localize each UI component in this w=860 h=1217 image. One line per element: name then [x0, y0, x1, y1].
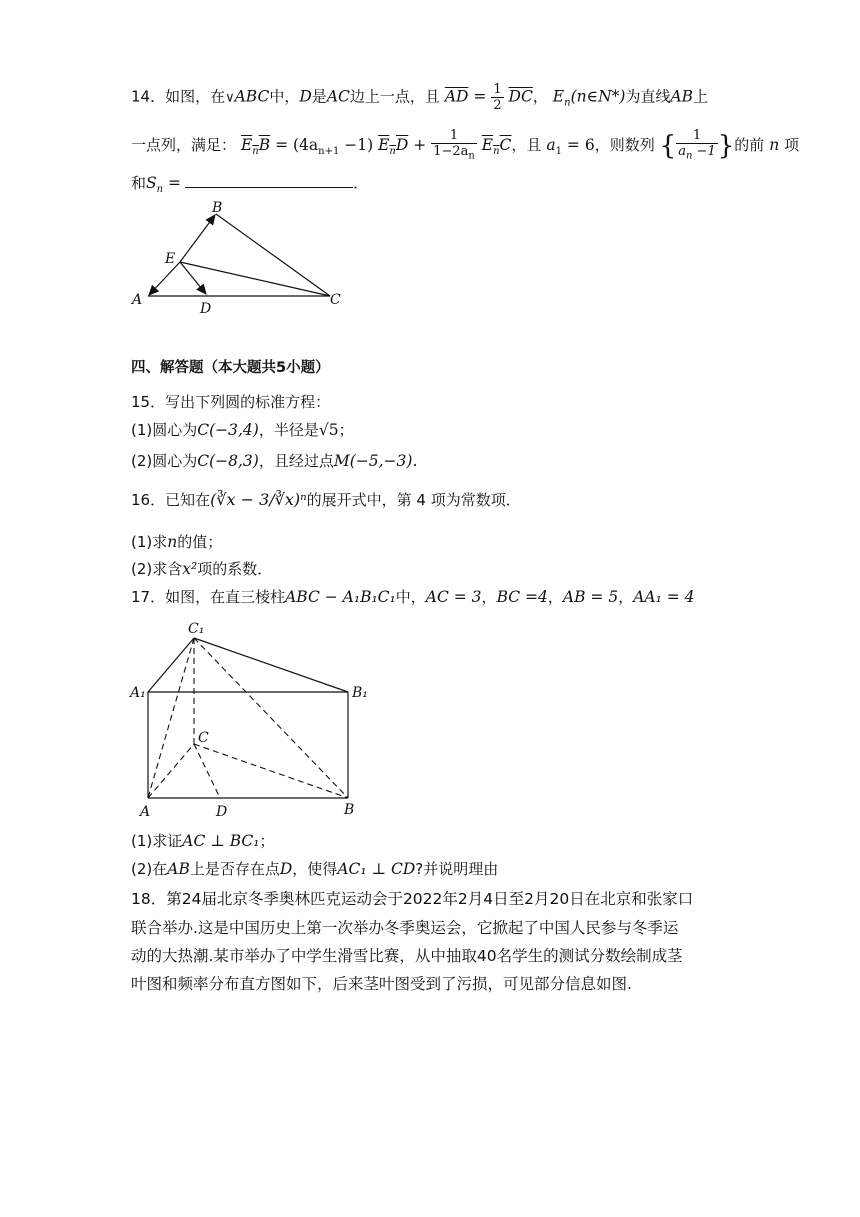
period: . [412, 452, 418, 470]
q14-triangle-figure [128, 198, 358, 318]
condition-ac: AC = 3 [425, 588, 482, 606]
q14-text: 边上一点，且 [349, 87, 440, 106]
q15-title: 15．写出下列圆的标准方程： [131, 393, 331, 411]
q17-stem [131, 585, 695, 609]
a1-value: = 6 [562, 135, 595, 154]
denominator-text: a [678, 144, 686, 159]
q15-text: ； [338, 421, 354, 439]
answer-blank[interactable] [185, 173, 353, 188]
section-heading: 四、解答题（本大题共5小题） [131, 360, 330, 376]
q18-line3: 动的大热潮.某市举办了中学生滑雪比赛，从中抽取40名学生的测试分数绘制成茎 [131, 947, 683, 965]
q15-text: ，且经过点 [258, 452, 334, 470]
q14-text: 一点列，满足： [131, 135, 237, 154]
separator: ， [481, 588, 497, 606]
label-d: D [216, 804, 228, 820]
q17-prism-figure [128, 618, 378, 823]
q17-part1 [131, 829, 275, 853]
n-symbol: n [167, 533, 178, 551]
denominator-text: 1−2a [433, 144, 469, 159]
q17-text: ?并说明理由 [415, 860, 499, 878]
q15-text: (1)圆心为 [131, 421, 198, 439]
point-en: E [552, 87, 565, 106]
edge-a1c1 [148, 638, 194, 692]
fraction-denominator: $1-2a_n$ [433, 144, 475, 162]
label-c: C [330, 292, 341, 308]
label-c1: C₁ [188, 621, 205, 637]
vector-eb-arrow [180, 215, 215, 262]
q16-stem [131, 488, 521, 512]
center-point: C(−8,3) [197, 452, 259, 470]
separator: ， [618, 588, 634, 606]
vector-label: E [240, 135, 253, 154]
fraction-numerator: 1 [431, 128, 477, 144]
line-ab: AB [670, 87, 694, 106]
brace-left: { [659, 130, 677, 161]
vector-ad: $\overline{AD}$ [444, 87, 469, 106]
triangle-name: ABC [234, 87, 270, 106]
sn-symbol: S [146, 174, 157, 192]
q15-part1 [131, 418, 354, 442]
q14-text: ， [532, 87, 548, 106]
q16-text: 的展开式中，第 4 项为常数项． [306, 491, 521, 509]
segment-ac: AC [326, 87, 350, 106]
q14-text: 是 [311, 87, 327, 106]
q16-part2 [131, 557, 272, 581]
q16-text: 项的系数． [197, 560, 273, 578]
x-squared: x² [182, 560, 198, 578]
condition-bc: BC =4 [496, 588, 548, 606]
q17-text: ； [259, 832, 275, 850]
n-condition: (n∈N*) [570, 87, 626, 106]
fraction-coef [431, 128, 477, 164]
fraction-half [491, 82, 503, 113]
label-e: E [165, 251, 176, 267]
vector-label: E [481, 135, 494, 154]
period: ． [353, 174, 369, 192]
q15-text: (2)圆心为 [131, 452, 198, 470]
q14-line2: 一点列，满足： $E_nB = (4a_{n+1} -1) E_nD$ + $\frac{1}{1-2a_n}$ $E_nC$，且 $a_1 = 6$，则数列 { $\frac{1}{a_n -1}$ }的前 n 项 [131, 128, 800, 162]
center-point: C(−3,4) [197, 421, 259, 439]
q15-part2 [131, 449, 417, 473]
label-c: C [198, 730, 209, 746]
fraction-seq [676, 128, 718, 164]
perpendicular-expr: AC₁ ⊥ CD [337, 860, 416, 878]
q18-line1: 18．第24届北京冬季奥林匹克运动会于2022年2月4日至2月20日在北京和张家口 [131, 890, 694, 908]
fraction-numerator: 1 [676, 128, 718, 144]
perpendicular-expr: AC ⊥ BC₁ [182, 832, 260, 850]
equals-sign: = [163, 174, 182, 192]
q17-text: 中， [395, 588, 426, 606]
q14-text: 和 [131, 174, 147, 192]
q14-text: 为直线 [625, 87, 671, 106]
vector-enb: $E_nB$ [240, 135, 271, 157]
triangle-symbol: ∨ [225, 90, 235, 106]
q14-line1: 14．如图，在∨ABC中，D是AC边上一点，且 $\overline{AD}$ = $\frac{1}{2}$ $\overline{DC}$， $E_n(n\in N*)$为直线AB上 [131, 82, 709, 113]
point-d: D [279, 860, 293, 878]
radius-value: √5 [318, 421, 339, 439]
q16-text: (1)求 [131, 533, 168, 551]
brace-right: } [717, 130, 735, 161]
fraction-numerator: 1 [493, 82, 502, 97]
point-d: D [299, 87, 312, 106]
condition-aa1: AA₁ = 4 [633, 588, 695, 606]
q18-line4: 叶图和频率分布直方图如下，后来茎叶图受到了污损，可见部分信息如图. [131, 975, 632, 993]
label-a1: A₁ [130, 685, 146, 701]
edge-ac1 [148, 638, 194, 798]
edge-c1b1 [194, 638, 348, 692]
q14-text: ，则数列 [594, 135, 655, 154]
q14-text: 中， [269, 87, 300, 106]
q18-line2: 联合举办.这是中国历史上第一次举办冬季奥运会，它掀起了中国人民参与冬季运 [131, 919, 679, 937]
edge-bc1 [194, 638, 348, 798]
fraction-denominator: 2 [493, 98, 502, 113]
plus-sign: + [413, 135, 427, 154]
label-b: B [212, 200, 223, 216]
q14-text: 项 [784, 135, 800, 154]
q17-text: (1)求证 [131, 832, 183, 850]
q17-text: ，使得 [292, 860, 338, 878]
n-symbol: n [769, 135, 780, 154]
condition-ab: AB = 5 [562, 588, 619, 606]
q17-text: 上是否存在点 [189, 860, 280, 878]
edge-cb [194, 744, 348, 798]
q14-line3: 和$S_n$ = ． [131, 174, 369, 196]
formula-part: −1) [339, 135, 374, 154]
label-a: A [132, 292, 143, 308]
q14-text: ，且 [511, 135, 542, 154]
point-m: M(−5,−3) [333, 452, 413, 470]
q14-text: 上 [693, 87, 709, 106]
q16-text: 的值； [177, 533, 223, 551]
q16-text: (2)求含 [131, 560, 183, 578]
segment-ec-line [180, 262, 330, 296]
label-a: A [140, 804, 151, 820]
equals-sign: = [473, 87, 487, 106]
formula-part: = (4a [275, 135, 319, 154]
binomial-expression: (∛x − 3/∛x)ⁿ [210, 490, 307, 509]
a1-symbol: a [546, 135, 556, 154]
q17-text: (2)在 [131, 860, 168, 878]
q17-part2 [131, 857, 498, 881]
q15-text: ，半径是 [258, 421, 319, 439]
vector-label: E [378, 135, 390, 154]
fraction-denominator: $a_n -1$ [678, 144, 716, 162]
vector-dc: $\overline{DC}$ [508, 87, 533, 106]
q14-text: 的前 [734, 135, 765, 154]
vector-enc: $E_nC$ [481, 135, 512, 157]
vector-end: $E_nD$ [378, 135, 409, 157]
label-b1: B₁ [352, 685, 368, 701]
denominator-text: −1 [692, 144, 716, 159]
q16-text: 16．已知在 [131, 491, 211, 509]
q17-text: 17．如图，在直三棱柱 [131, 588, 286, 606]
separator: ， [547, 588, 563, 606]
segment-cb-line [216, 214, 330, 296]
edge-ac [148, 744, 194, 798]
label-d: D [200, 301, 212, 317]
q14-text: 14．如图，在 [131, 87, 226, 106]
q16-part1 [131, 530, 222, 554]
segment-ab: AB [167, 860, 190, 878]
label-b: B [344, 802, 355, 818]
prism-name: ABC − A₁B₁C₁ [285, 588, 396, 606]
